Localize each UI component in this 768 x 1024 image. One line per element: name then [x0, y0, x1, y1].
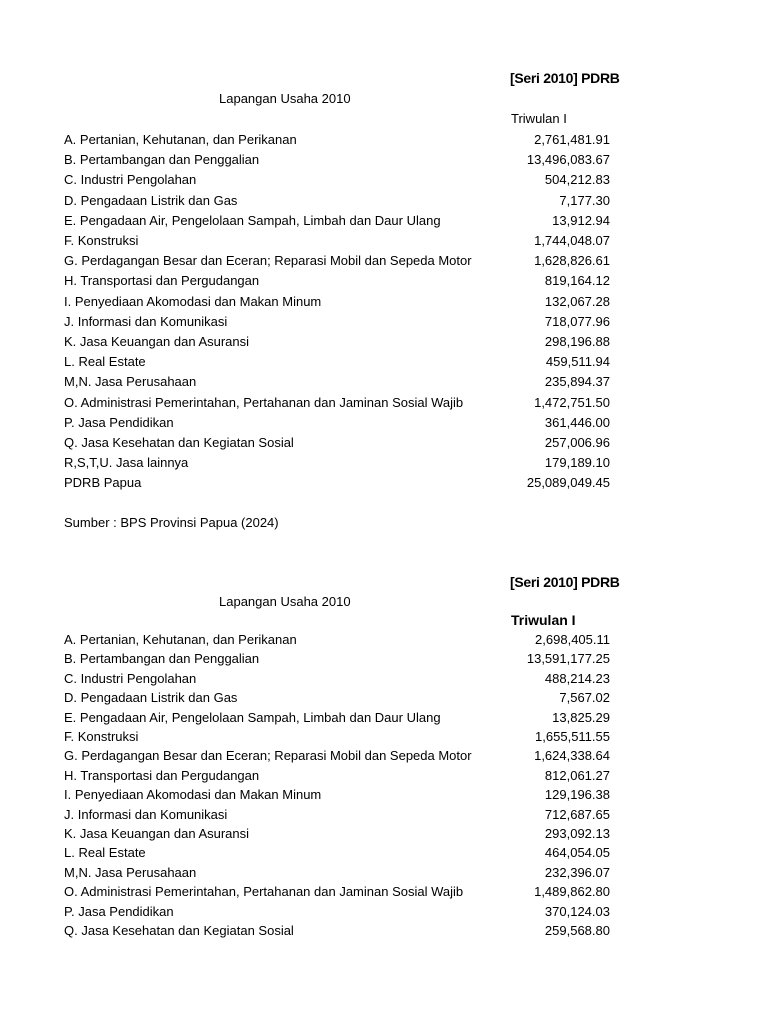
- row-label: K. Jasa Keuangan dan Asuransi: [64, 826, 250, 841]
- table-row: [64, 902, 610, 922]
- row-label: M,N. Jasa Perusahaan: [64, 864, 197, 880]
- table-row: [64, 649, 610, 669]
- row-value: 370,124.03: [544, 903, 610, 919]
- table-row: [64, 251, 610, 271]
- row-value: 298,196.88: [544, 334, 610, 349]
- table-row: [64, 231, 610, 251]
- table-row: [64, 211, 610, 231]
- table-row: [64, 669, 610, 689]
- row-label: D. Pengadaan Listrik dan Gas: [64, 192, 238, 208]
- table-row: [64, 170, 610, 190]
- row-label: A. Pertanian, Kehutanan, dan Perikanan: [64, 132, 297, 147]
- table-row: [64, 292, 610, 312]
- row-label: O. Administrasi Pemerintahan, Pertahanan dan Jaminan Sosial Wajib: [64, 394, 464, 410]
- row-value: 2,761,481.91: [534, 132, 610, 147]
- row-label: J. Informasi dan Komunikasi: [64, 806, 228, 822]
- row-value: 132,067.28: [544, 293, 610, 309]
- table-row: [64, 727, 610, 747]
- row-value: 1,489,862.80: [534, 884, 610, 900]
- table-row: [64, 473, 610, 493]
- period-column-header: Triwulan I: [511, 111, 567, 126]
- row-label: F. Konstruksi: [64, 233, 139, 248]
- table-row: [64, 688, 610, 708]
- table-row: [64, 863, 610, 883]
- row-label: F. Konstruksi: [64, 729, 139, 744]
- table-row: [64, 824, 610, 844]
- row-value: 13,496,083.67: [526, 152, 610, 168]
- row-value: 13,912.94: [552, 212, 610, 228]
- row-label: B. Pertambangan dan Penggalian: [64, 152, 260, 168]
- row-label: H. Transportasi dan Pergudangan: [64, 767, 260, 783]
- row-value: 464,054.05: [544, 845, 610, 861]
- row-value: 1,628,826.61: [534, 253, 610, 269]
- row-label: Q. Jasa Kesehatan dan Kegiatan Sosial: [64, 435, 294, 450]
- row-value: 232,396.07: [544, 864, 610, 880]
- row-value: 1,472,751.50: [534, 394, 610, 410]
- table-row: [64, 413, 610, 433]
- table-row: [64, 433, 610, 453]
- row-label: P. Jasa Pendidikan: [64, 903, 174, 919]
- row-value: 257,006.96: [544, 435, 610, 450]
- row-value: 7,177.30: [559, 192, 610, 208]
- row-label: E. Pengadaan Air, Pengelolaan Sampah, Limbah dan Daur Ulang: [64, 709, 441, 725]
- table-row: [64, 746, 610, 766]
- row-value: 7,567.02: [559, 690, 610, 706]
- table-row: [64, 150, 610, 170]
- table-row: [64, 453, 610, 473]
- row-label: D. Pengadaan Listrik dan Gas: [64, 690, 238, 706]
- sector-column-header: Lapangan Usaha 2010: [219, 594, 351, 609]
- table-row: [64, 332, 610, 352]
- table-row: [64, 630, 610, 650]
- series-title: [Seri 2010] PDRB: [510, 574, 620, 590]
- row-value: 259,568.80: [544, 923, 610, 938]
- row-label: H. Transportasi dan Pergudangan: [64, 273, 260, 289]
- table-row: [64, 372, 610, 392]
- row-label: B. Pertambangan dan Penggalian: [64, 651, 260, 667]
- row-value: 459,511.94: [545, 354, 610, 370]
- row-label: R,S,T,U. Jasa lainnya: [64, 455, 189, 471]
- row-label: I. Penyediaan Akomodasi dan Makan Minum: [64, 293, 322, 309]
- row-value: 488,214.23: [544, 670, 610, 686]
- row-label: Q. Jasa Kesehatan dan Kegiatan Sosial: [64, 923, 294, 938]
- row-label: P. Jasa Pendidikan: [64, 414, 174, 430]
- table-row: [64, 191, 610, 211]
- row-label: J. Informasi dan Komunikasi: [64, 313, 228, 329]
- table-row: [64, 271, 610, 291]
- row-value: 361,446.00: [544, 414, 610, 430]
- table-row: [64, 843, 610, 863]
- table-row: [64, 921, 610, 941]
- row-label: PDRB Papua: [64, 475, 142, 491]
- row-label: G. Perdagangan Besar dan Eceran; Reparasi Mobil dan Sepeda Motor: [64, 748, 472, 764]
- row-value: 293,092.13: [544, 826, 610, 841]
- row-label: L. Real Estate: [64, 845, 146, 861]
- row-label: I. Penyediaan Akomodasi dan Makan Minum: [64, 787, 322, 803]
- row-value: 504,212.83: [544, 172, 610, 188]
- row-value: 2,698,405.11: [535, 632, 610, 647]
- row-value: 1,624,338.64: [534, 748, 610, 764]
- row-value: 812,061.27: [544, 767, 610, 783]
- table-row: [64, 805, 610, 825]
- table-row: [64, 393, 610, 413]
- sector-column-header: Lapangan Usaha 2010: [219, 91, 351, 106]
- row-label: O. Administrasi Pemerintahan, Pertahanan dan Jaminan Sosial Wajib: [64, 884, 464, 900]
- table-row: [64, 130, 610, 150]
- table-row: [64, 785, 610, 805]
- row-value: 13,825.29: [552, 709, 610, 725]
- row-value: 179,189.10: [544, 455, 610, 471]
- row-value: 712,687.65: [544, 806, 610, 822]
- row-label: G. Perdagangan Besar dan Eceran; Reparasi Mobil dan Sepeda Motor: [64, 253, 472, 269]
- row-label: K. Jasa Keuangan dan Asuransi: [64, 334, 250, 349]
- row-value: 129,196.38: [544, 787, 610, 803]
- row-value: 1,744,048.07: [534, 233, 610, 248]
- row-label: C. Industri Pengolahan: [64, 670, 197, 686]
- table-row: [64, 766, 610, 786]
- row-value: 718,077.96: [544, 313, 610, 329]
- row-value: 235,894.37: [544, 374, 610, 390]
- row-label: C. Industri Pengolahan: [64, 172, 197, 188]
- source-note: Sumber : BPS Provinsi Papua (2024): [64, 515, 279, 530]
- row-value: 819,164.12: [544, 273, 610, 289]
- row-value: 13,591,177.25: [526, 651, 610, 667]
- row-label: M,N. Jasa Perusahaan: [64, 374, 197, 390]
- period-column-header: Triwulan I: [511, 612, 576, 628]
- table-row: [64, 312, 610, 332]
- table-row: [64, 708, 610, 728]
- table-row: [64, 352, 610, 372]
- table-row: [64, 882, 610, 902]
- row-label: A. Pertanian, Kehutanan, dan Perikanan: [64, 632, 297, 647]
- row-value: 1,655,511.55: [535, 729, 610, 744]
- series-title: [Seri 2010] PDRB: [510, 70, 620, 86]
- row-value: 25,089,049.45: [526, 475, 610, 491]
- row-label: E. Pengadaan Air, Pengelolaan Sampah, Limbah dan Daur Ulang: [64, 212, 441, 228]
- row-label: L. Real Estate: [64, 354, 146, 370]
